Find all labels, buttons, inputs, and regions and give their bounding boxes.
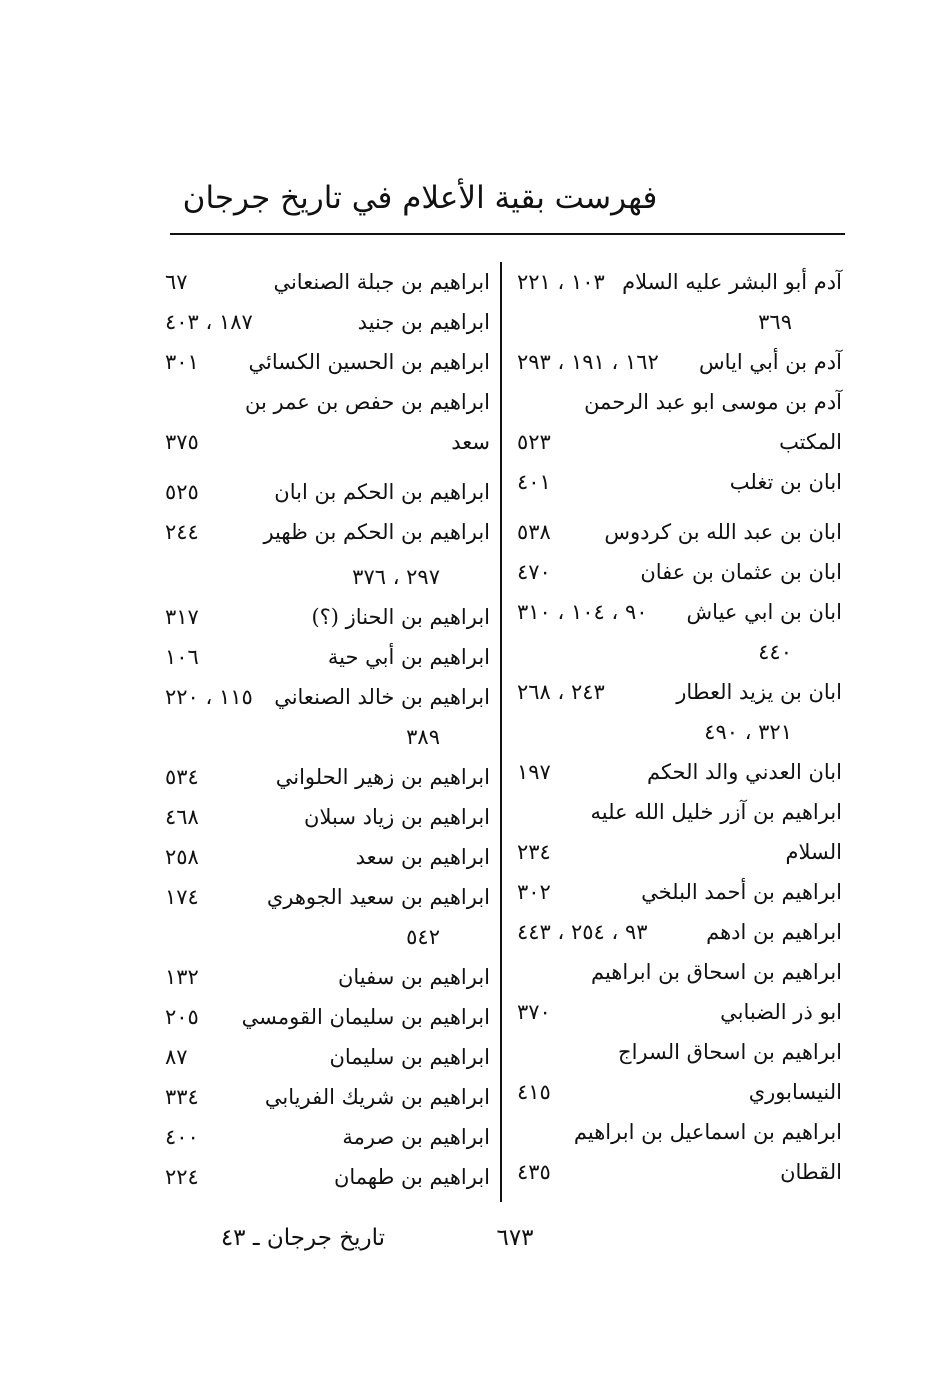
entry-pages: ٤٦٨ bbox=[165, 805, 199, 829]
index-entry-line bbox=[517, 422, 842, 462]
entry-name: ابراهيم بن جبلة الصنعاني bbox=[273, 270, 490, 294]
index-entry-line bbox=[165, 877, 490, 917]
entry-pages: ٩٠ ، ١٠٤ ، ٣١٠ bbox=[517, 600, 648, 624]
entry-pages: ٣٨٩ bbox=[406, 725, 440, 749]
entry-name: القطان bbox=[780, 1160, 842, 1184]
entry-pages: ٢٢٤ bbox=[165, 1165, 199, 1189]
entry-name: آدم أبو البشر عليه السلام bbox=[622, 270, 842, 294]
entry-pages: ٢٠٥ bbox=[165, 1005, 199, 1029]
index-entry-line bbox=[165, 1037, 490, 1077]
entry-name: ابان بن عثمان بن عفان bbox=[640, 560, 842, 584]
volume-mark: تاريخ جرجان ـ ٤٣ bbox=[220, 1225, 385, 1251]
index-entry-line bbox=[165, 512, 490, 552]
entry-pages: ١١٥ ، ٢٢٠ bbox=[165, 685, 253, 709]
index-entry-line bbox=[165, 677, 490, 717]
index-entry-line bbox=[165, 1117, 490, 1157]
entry-name: ابراهيم بن الحكم بن ظهير bbox=[263, 520, 490, 544]
entry-pages: ١٧٤ bbox=[165, 885, 199, 909]
entry-name: ابراهيم بن شريك الفريابي bbox=[264, 1085, 490, 1109]
entry-name: ابراهيم بن اسماعيل بن ابراهيم bbox=[573, 1120, 842, 1144]
entry-pages: ٣٧٥ bbox=[165, 430, 199, 454]
entry-name: المكتب bbox=[779, 430, 842, 454]
entry-pages: ٤٤٠ bbox=[758, 640, 792, 664]
index-entry-line bbox=[517, 262, 842, 302]
entry-name: ابراهيم بن طهمان bbox=[333, 1165, 490, 1189]
entry-pages: ١٠٣ ، ٢٢١ bbox=[517, 270, 605, 294]
index-entry-line bbox=[517, 552, 842, 592]
index-entry-line bbox=[517, 302, 842, 342]
index-entry-line bbox=[517, 462, 842, 502]
entry-pages: ١٨٧ ، ٤٠٣ bbox=[165, 310, 253, 334]
entry-name: ابراهيم بن سفيان bbox=[337, 965, 490, 989]
entry-pages: ٢٩٧ ، ٣٧٦ bbox=[352, 565, 440, 589]
entry-pages: ١٣٢ bbox=[165, 965, 199, 989]
index-entry-line bbox=[165, 1077, 490, 1117]
entry-pages: ٥٣٨ bbox=[517, 520, 551, 544]
index-entry-line bbox=[165, 557, 490, 597]
index-entry-line bbox=[517, 752, 842, 792]
page-number: ٦٧٣ bbox=[496, 1225, 534, 1251]
index-entry-line bbox=[517, 632, 842, 672]
index-entry-line bbox=[165, 837, 490, 877]
entry-pages: ٥٢٣ bbox=[517, 430, 551, 454]
index-entry-line bbox=[517, 1152, 842, 1192]
index-entry-line bbox=[517, 592, 842, 632]
entry-name: السلام bbox=[785, 840, 842, 864]
index-entry-line bbox=[517, 382, 842, 422]
entry-name: ابراهيم بن زياد سبلان bbox=[304, 805, 490, 829]
entry-name: ابراهيم بن الحسين الكسائي bbox=[248, 350, 490, 374]
entry-name: ابراهيم بن جنيد bbox=[357, 310, 490, 334]
entry-pages: ٥٣٤ bbox=[165, 765, 199, 789]
entry-name: ابراهيم بن ادهم bbox=[706, 920, 842, 944]
entry-pages: ٤٣٥ bbox=[517, 1160, 551, 1184]
index-entry-line bbox=[165, 597, 490, 637]
entry-name: سعد bbox=[451, 430, 490, 454]
index-entry-line bbox=[517, 872, 842, 912]
index-entry-line bbox=[517, 792, 842, 832]
index-entry-line bbox=[517, 342, 842, 382]
index-entry-line bbox=[165, 302, 490, 342]
entry-name: ابراهيم بن زهير الحلواني bbox=[275, 765, 490, 789]
entry-pages: ٢٤٤ bbox=[165, 520, 199, 544]
entry-name: ابو ذر الضبابي bbox=[720, 1000, 842, 1024]
entry-pages: ٨٧ bbox=[165, 1045, 188, 1069]
entry-name: آدم بن أبي اياس bbox=[699, 350, 842, 374]
index-entry-line bbox=[165, 342, 490, 382]
entry-pages: ٢٥٨ bbox=[165, 845, 199, 869]
entry-name: ابراهيم بن آزر خليل الله عليه bbox=[590, 800, 842, 824]
entry-name: ابان بن ابي عياش bbox=[686, 600, 842, 624]
index-entry-line bbox=[517, 1072, 842, 1112]
entry-name: ابان بن عبد الله بن كردوس bbox=[604, 520, 842, 544]
entry-name: ابراهيم بن حفص بن عمر بن bbox=[245, 390, 490, 414]
entry-pages: ٤٠٠ bbox=[165, 1125, 199, 1149]
entry-name: ابراهيم بن خالد الصنعاني bbox=[274, 685, 490, 709]
index-entry-line bbox=[517, 1032, 842, 1072]
index-entry-line bbox=[165, 382, 490, 422]
entry-name: ابان بن تغلب bbox=[729, 470, 842, 494]
entry-pages: ٣٧٠ bbox=[517, 1000, 551, 1024]
entry-name: ابان بن يزيد العطار bbox=[676, 680, 842, 704]
index-entry-line bbox=[165, 757, 490, 797]
entry-pages: ٥٤٢ bbox=[406, 925, 440, 949]
header-rule bbox=[170, 233, 845, 235]
index-entry-line bbox=[165, 1157, 490, 1197]
column-divider bbox=[500, 262, 502, 1202]
entry-pages: ٦٧ bbox=[165, 270, 188, 294]
index-entry-line bbox=[517, 712, 842, 752]
entry-name: ابراهيم بن صرمة bbox=[342, 1125, 490, 1149]
entry-pages: ١٠٦ bbox=[165, 645, 199, 669]
index-entry-line bbox=[517, 672, 842, 712]
entry-name: ابراهيم بن الحكم بن ابان bbox=[274, 480, 490, 504]
entry-pages: ١٦٢ ، ١٩١ ، ٢٩٣ bbox=[517, 350, 659, 374]
index-entry-line bbox=[517, 952, 842, 992]
entry-name: آدم بن موسى ابو عبد الرحمن bbox=[584, 390, 842, 414]
index-entry-line bbox=[165, 262, 490, 302]
index-entry-line bbox=[165, 917, 490, 957]
entry-pages: ١٩٧ bbox=[517, 760, 551, 784]
entry-name: ابان العدني والد الحكم bbox=[646, 760, 842, 784]
index-entry-line bbox=[517, 992, 842, 1032]
entry-name: ابراهيم بن سليمان القومسي bbox=[241, 1005, 490, 1029]
entry-pages: ٤١٥ bbox=[517, 1080, 551, 1104]
entry-pages: ٤٧٠ bbox=[517, 560, 551, 584]
entry-name: النيسابوري bbox=[748, 1080, 842, 1104]
entry-pages: ٣٣٤ bbox=[165, 1085, 199, 1109]
entry-pages: ٣٠١ bbox=[165, 350, 199, 374]
index-entry-line bbox=[165, 997, 490, 1037]
entry-pages: ٤٠١ bbox=[517, 470, 551, 494]
index-entry-line bbox=[517, 832, 842, 872]
index-entry-line bbox=[165, 422, 490, 462]
index-entry-line bbox=[517, 912, 842, 952]
entry-pages: ٣١٧ bbox=[165, 605, 199, 629]
index-entry-line bbox=[165, 797, 490, 837]
entry-pages: ٥٢٥ bbox=[165, 480, 199, 504]
index-entry-line bbox=[165, 717, 490, 757]
index-entry-line bbox=[517, 512, 842, 552]
entry-name: ابراهيم بن سعيد الجوهري bbox=[266, 885, 490, 909]
entry-name: ابراهيم بن الحناز (؟) bbox=[311, 605, 490, 629]
entry-name: ابراهيم بن اسحاق بن ابراهيم bbox=[590, 960, 842, 984]
index-entry-line bbox=[165, 957, 490, 997]
entry-name: ابراهيم بن أحمد البلخي bbox=[641, 880, 842, 904]
entry-name: ابراهيم بن سليمان bbox=[329, 1045, 490, 1069]
entry-pages: ٣٠٢ bbox=[517, 880, 551, 904]
index-entry-line bbox=[165, 637, 490, 677]
entry-name: ابراهيم بن سعد bbox=[355, 845, 490, 869]
index-entry-line bbox=[165, 472, 490, 512]
entry-pages: ٣٢١ ، ٤٩٠ bbox=[704, 720, 792, 744]
entry-name: ابراهيم بن اسحاق السراج bbox=[618, 1040, 842, 1064]
entry-name: ابراهيم بن أبي حية bbox=[327, 645, 490, 669]
entry-pages: ٩٣ ، ٢٥٤ ، ٤٤٣ bbox=[517, 920, 648, 944]
page-title: فهرست بقية الأعلام في تاريخ جرجان bbox=[182, 180, 658, 216]
entry-pages: ٢٣٤ bbox=[517, 840, 551, 864]
index-entry-line bbox=[517, 1112, 842, 1152]
entry-pages: ٣٦٩ bbox=[758, 310, 792, 334]
entry-pages: ٢٤٣ ، ٢٦٨ bbox=[517, 680, 605, 704]
